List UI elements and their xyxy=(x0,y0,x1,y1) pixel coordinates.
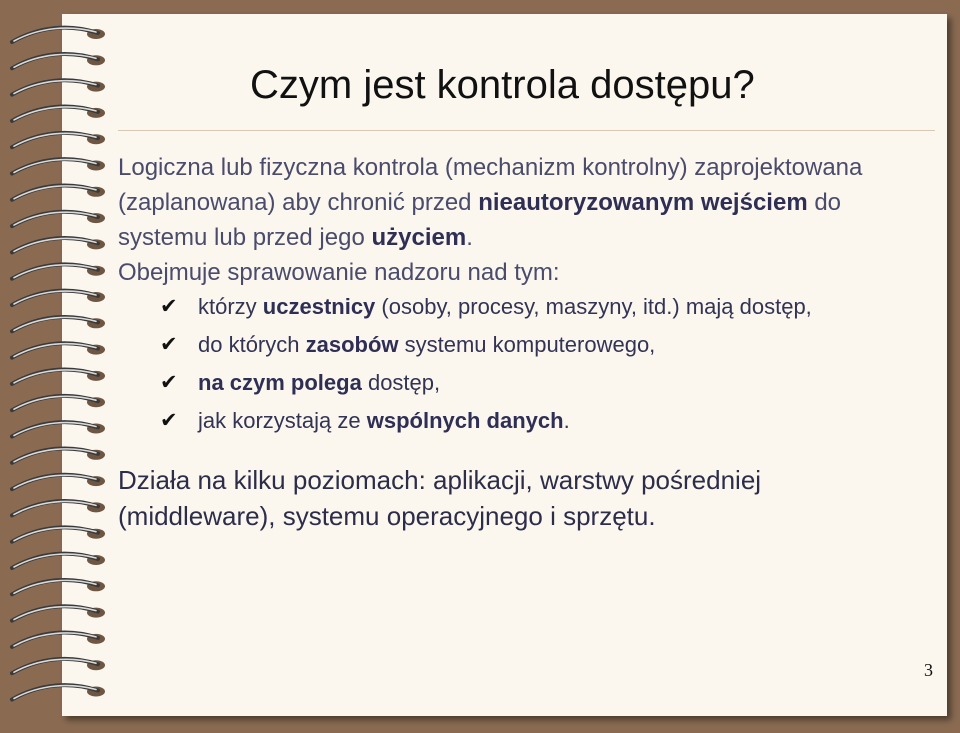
checkmark-icon: ✔ xyxy=(160,371,178,394)
checklist-text: którzy xyxy=(198,294,263,319)
page-number: 3 xyxy=(924,660,933,680)
checklist-bold: uczestnicy xyxy=(262,294,376,319)
checklist-text: do których xyxy=(198,332,306,357)
title-divider xyxy=(118,130,935,131)
definition-text-3: . xyxy=(466,224,473,251)
definition-text-1: Logiczna lub fizyczna kontrola (mechanizm kontrolny) zaprojektowana (zaplanowana) aby chronić przed xyxy=(118,154,863,216)
checklist-bold: wspólnych danych xyxy=(366,408,564,433)
checklist-bold: na czym polega xyxy=(198,370,362,395)
scope-checklist xyxy=(118,290,918,438)
checklist-text: . xyxy=(563,408,570,433)
slide-content xyxy=(118,150,918,534)
paragraph-scope: Obejmuje sprawowanie nadzoru nad tym: xyxy=(118,259,560,286)
checklist-text: jak korzystają ze xyxy=(198,408,367,433)
checklist-item xyxy=(0,328,918,362)
checklist-item xyxy=(0,290,918,324)
checkmark-icon: ✔ xyxy=(160,333,178,356)
slide-title: Czym jest kontrola dostępu? xyxy=(250,63,755,107)
checklist-text: (osoby, procesy, maszyny, itd.) mają dostęp, xyxy=(375,294,812,319)
checklist-text: systemu komputerowego, xyxy=(398,332,656,357)
checklist-item xyxy=(0,404,918,438)
checkmark-icon: ✔ xyxy=(160,409,178,432)
checklist-text: dostęp, xyxy=(361,370,441,395)
definition-text-2: do systemu lub przed jego xyxy=(118,189,842,251)
checklist-item xyxy=(0,366,918,400)
checklist-bold: zasobów xyxy=(305,332,399,357)
definition-bold-1: nieautoryzowanym wejściem xyxy=(478,189,808,216)
paragraph-levels: Działa na kilku poziomach: aplikacji, warstwy pośredniej (middleware), systemu operacyjnego i sprzętu. xyxy=(118,465,762,531)
checkmark-icon: ✔ xyxy=(160,295,178,318)
definition-bold-2: użyciem xyxy=(371,224,467,251)
paragraph-definition xyxy=(118,150,918,255)
